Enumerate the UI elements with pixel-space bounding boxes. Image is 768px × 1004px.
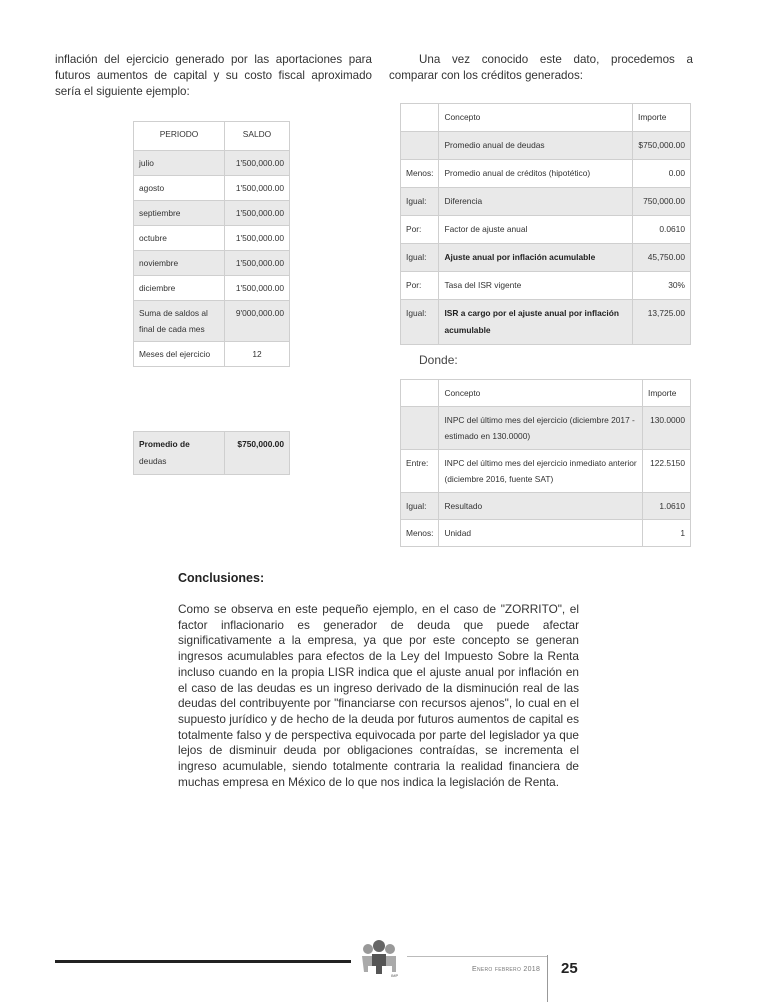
magazine-logo-text: IMP	[391, 973, 399, 978]
row-value: 122.5150	[643, 450, 691, 493]
average-debt-label	[134, 432, 225, 475]
periods-table	[133, 121, 290, 367]
period-value: 1'500,000.00	[225, 251, 290, 276]
table-row	[401, 244, 691, 272]
row-prefix	[401, 407, 439, 450]
sum-label: Suma de saldos al final de cada mes	[134, 301, 225, 342]
row-concept: Promedio anual de créditos (hipotético)	[439, 160, 633, 188]
period-value: 1'500,000.00	[225, 151, 290, 176]
table-row	[401, 132, 691, 160]
period-value: 1'500,000.00	[225, 226, 290, 251]
table-row	[134, 226, 290, 251]
row-value: 13,725.00	[633, 300, 691, 345]
row-concept: Promedio anual de deudas	[439, 132, 633, 160]
table-row	[134, 432, 290, 475]
row-prefix: Por:	[401, 216, 439, 244]
row-prefix	[401, 132, 439, 160]
row-concept: Ajuste anual por inflación acumulable	[439, 244, 633, 272]
donde-label: Donde:	[419, 353, 458, 367]
row-concept: ISR a cargo por el ajuste anual por inflación acumulable	[439, 300, 633, 345]
row-prefix: Entre:	[401, 450, 439, 493]
period-label: noviembre	[134, 251, 225, 276]
footer-divider	[547, 955, 548, 1002]
row-value: $750,000.00	[633, 132, 691, 160]
period-label: agosto	[134, 176, 225, 201]
inpc-table	[400, 379, 691, 547]
sum-value: 9'000,000.00	[225, 301, 290, 342]
row-concept: INPC del último mes del ejercicio inmediato anterior (diciembre 2016, fuente SAT)	[439, 450, 643, 493]
row-prefix: Igual:	[401, 188, 439, 216]
table-row	[401, 160, 691, 188]
table-row	[134, 342, 290, 367]
row-value: 0.00	[633, 160, 691, 188]
row-value: 1	[643, 520, 691, 547]
periods-header-saldo: SALDO	[225, 122, 290, 151]
table-row	[134, 276, 290, 301]
header-concepto: Concepto	[439, 104, 633, 132]
table-row	[401, 493, 691, 520]
adjustment-table-header	[401, 104, 691, 132]
table-row	[134, 176, 290, 201]
table-row	[401, 216, 691, 244]
inpc-table-header	[401, 380, 691, 407]
row-value: 30%	[633, 272, 691, 300]
row-prefix: Igual:	[401, 493, 439, 520]
table-row	[401, 520, 691, 547]
row-value: 1.0610	[643, 493, 691, 520]
period-label: septiembre	[134, 201, 225, 226]
row-value: 130.0000	[643, 407, 691, 450]
average-debt-table	[133, 431, 290, 475]
row-value: 750,000.00	[633, 188, 691, 216]
period-value: 1'500,000.00	[225, 176, 290, 201]
period-label: octubre	[134, 226, 225, 251]
row-concept: Factor de ajuste anual	[439, 216, 633, 244]
conclusions-title: Conclusiones:	[178, 571, 265, 585]
issue-date: Enero febrero 2018	[472, 966, 541, 973]
table-row	[134, 301, 290, 342]
periods-table-header	[134, 122, 290, 151]
magazine-logo-icon	[356, 938, 402, 978]
table-row	[134, 151, 290, 176]
months-label: Meses del ejercicio	[134, 342, 225, 367]
table-row	[401, 450, 691, 493]
row-value: 45,750.00	[633, 244, 691, 272]
row-concept: Tasa del ISR vigente	[439, 272, 633, 300]
table-row	[401, 188, 691, 216]
row-prefix: Por:	[401, 272, 439, 300]
row-concept: Unidad	[439, 520, 643, 547]
period-label: julio	[134, 151, 225, 176]
table-row	[401, 407, 691, 450]
header-prefix	[401, 380, 439, 407]
row-value: 0.0610	[633, 216, 691, 244]
page-number: 25	[561, 960, 578, 977]
row-prefix: Menos:	[401, 520, 439, 547]
row-concept: INPC del último mes del ejercicio (diciembre 2017 -estimado en 130.0000)	[439, 407, 643, 450]
average-debt-value: $750,000.00	[225, 432, 290, 475]
table-row	[401, 300, 691, 345]
row-prefix: Igual:	[401, 300, 439, 345]
footer-thin-rule	[407, 956, 548, 957]
conclusions-body: Como se observa en este pequeño ejemplo, en el caso de "ZORRITO", el factor inflacionario es generador de deuda que puede afectar significativamente a la empresa, ya que por este concepto se generan ingresos acumulables para efectos de la Ley del Impuesto Sobre la Renta incluso cuando en la propia LISR indica que el ajuste anual por inflación en el caso de las deudas es un ingreso derivado de la disminución real de las deudas del contribuyente por "financiarse con recursos ajenos", lo cual en el supuesto jurídico y de hecho de la deuda por futuros aumentos de capital es totalmente falso y de perspectiva equivocada por parte del legislador ya que lejos de disminuir deuda por obligaciones contraídas, se incrementa el ingreso acumulable, siendo totalmente contraria la realidad financiera de muchas empresa en México de lo que nos indica la legislación de Renta.	[178, 602, 579, 789]
average-debt-label-line2: deudas	[139, 456, 167, 466]
footer-rule	[55, 960, 351, 963]
row-prefix: Igual:	[401, 244, 439, 272]
left-intro-paragraph: inflación del ejercicio generado por las aportaciones para futuros aumentos de capital y su costo fiscal aproximado sería el siguiente ejemplo:	[55, 53, 372, 98]
table-row	[134, 201, 290, 226]
table-row	[401, 272, 691, 300]
header-importe: Importe	[643, 380, 691, 407]
row-concept: Resultado	[439, 493, 643, 520]
period-value: 1'500,000.00	[225, 276, 290, 301]
row-concept: Diferencia	[439, 188, 633, 216]
average-debt-label-line1: Promedio de	[139, 439, 190, 449]
adjustment-table	[400, 103, 691, 345]
period-label: diciembre	[134, 276, 225, 301]
periods-header-periodo: PERIODO	[134, 122, 225, 151]
header-prefix	[401, 104, 439, 132]
months-value: 12	[225, 342, 290, 367]
header-importe: Importe	[633, 104, 691, 132]
header-concepto: Concepto	[439, 380, 643, 407]
right-intro-paragraph: Una vez conocido este dato, procedemos a comparar con los créditos generados:	[389, 53, 693, 82]
period-value: 1'500,000.00	[225, 201, 290, 226]
table-row	[134, 251, 290, 276]
row-prefix: Menos:	[401, 160, 439, 188]
